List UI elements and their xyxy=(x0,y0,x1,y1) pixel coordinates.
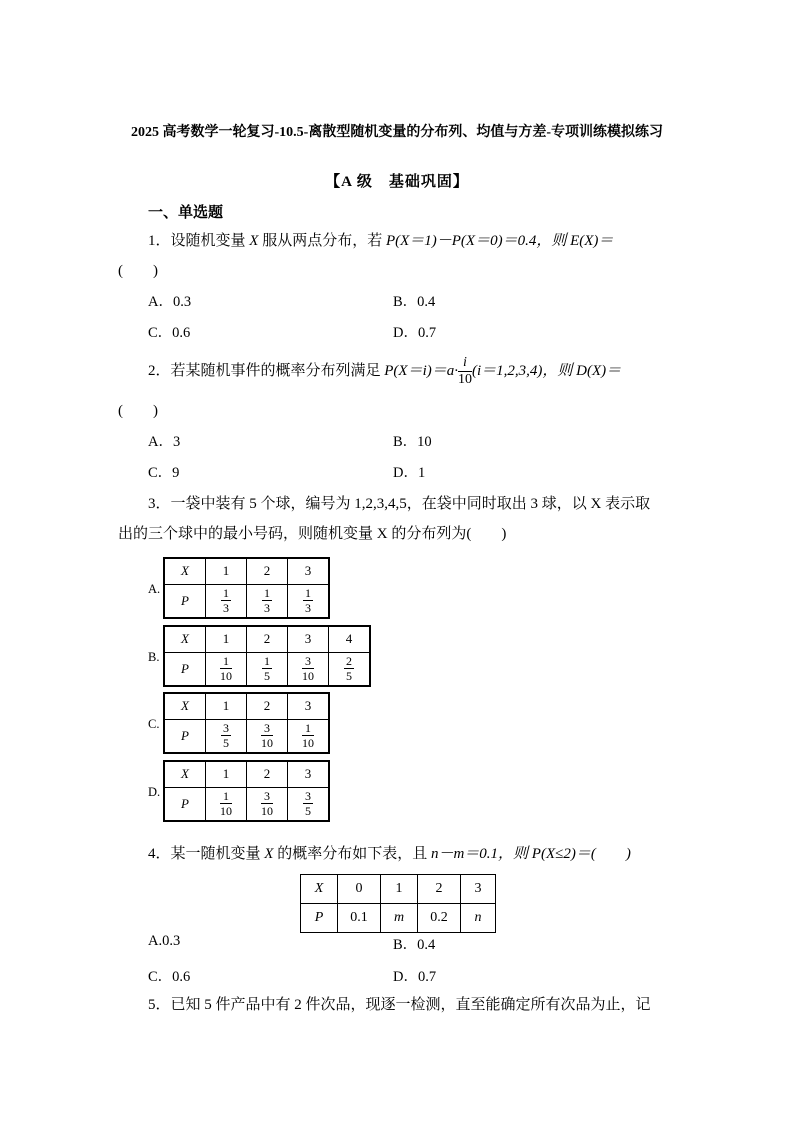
option-d-distribution-table: X 1 2 3 P $\frac{1}{10}$ $\frac{3}{10}$ $\frac{3}{5}$ xyxy=(163,760,330,822)
question-1-option-d: D．0.7 xyxy=(393,325,437,341)
fraction: $\frac{1}{10}$ xyxy=(220,789,232,819)
question-2-fraction: $\frac{i}{10}$ xyxy=(458,355,472,387)
option-a-distribution-table: X 1 2 3 P $\frac{1}{3}$ $\frac{1}{3}$ $\frac{1}{3}$ xyxy=(163,557,330,619)
question-1-option-a: A．0.3 xyxy=(148,294,192,310)
option-d-label: D. xyxy=(148,785,161,799)
question-4-option-a: A.0.3 xyxy=(148,933,181,949)
option-c-label: C. xyxy=(148,717,160,731)
question-4-expression: n－m＝0.1，则 P(X≤2)＝( ) xyxy=(430,846,631,862)
fraction: $\frac{1}{10}$ xyxy=(220,654,232,684)
question-1-expression: P(X＝1)－P(X＝0)＝0.4，则 E(X)＝ xyxy=(385,233,614,249)
question-2-option-b: B．10 xyxy=(393,434,432,450)
level-heading: 【A 级 基础巩固】 xyxy=(325,174,469,190)
question-2-answer-paren: ( ) xyxy=(118,403,158,419)
fraction: $\frac{3}{10}$ xyxy=(302,654,314,684)
section-heading: 一、单选题 xyxy=(148,205,224,221)
question-2-option-d: D．1 xyxy=(393,465,426,481)
question-5-line-1: 5．已知 5 件产品中有 2 件次品，现逐一检测，直至能确定所有次品为止，记 xyxy=(148,997,651,1013)
option-c-distribution-table: X 1 2 3 P $\frac{3}{5}$ $\frac{3}{10}$ $\frac{1}{10}$ xyxy=(163,692,330,754)
question-3-line-2: 出的三个球中的最小号码，则随机变量 X 的分布列为( ) xyxy=(118,526,507,542)
fraction: $\frac{3}{5}$ xyxy=(223,721,229,751)
fraction: $\frac{1}{5}$ xyxy=(264,654,270,684)
document-title: 2025 高考数学一轮复习-10.5-离散型随机变量的分布列、均值与方差-专项训练模拟练习 xyxy=(131,125,663,140)
question-1-option-c: C．0.6 xyxy=(148,325,191,341)
question-1-option-b: B．0.4 xyxy=(393,294,436,310)
fraction: $\frac{3}{5}$ xyxy=(305,789,311,819)
option-a-label: A. xyxy=(148,582,161,596)
question-4-option-c: C．0.6 xyxy=(148,969,191,985)
fraction: $\frac{1}{10}$ xyxy=(302,721,314,751)
question-2-text: 2．若某随机事件的概率分布列满足 P(X＝i)＝a· $\frac{i}{10}$ (i＝1,2,3,4)，则 D(X)＝ xyxy=(148,355,622,387)
question-4-text: 4．某一随机变量 X 的概率分布如下表，且 n－m＝0.1，则 P(X≤2)＝( ) xyxy=(148,846,631,862)
question-1-text: 1．设随机变量 X 服从两点分布，若 P(X＝1)－P(X＝0)＝0.4，则 E(X)＝ xyxy=(148,233,614,249)
question-4-option-b: B．0.4 xyxy=(393,937,436,953)
question-4-distribution-table: X 0 1 2 3 P 0.1 m 0.2 n xyxy=(300,874,496,933)
fraction: $\frac{2}{5}$ xyxy=(346,654,352,684)
question-2-option-a: A．3 xyxy=(148,434,181,450)
fraction: $\frac{1}{3}$ xyxy=(264,586,270,616)
option-b-distribution-table: X 1 2 3 4 P $\frac{1}{10}$ $\frac{1}{5}$ $\frac{3}{10}$ $\frac{2}{5}$ xyxy=(163,625,371,687)
fraction: $\frac{3}{10}$ xyxy=(261,789,273,819)
fraction: $\frac{1}{3}$ xyxy=(305,586,311,616)
option-b-label: B. xyxy=(148,650,160,664)
question-4-option-d: D．0.7 xyxy=(393,969,437,985)
question-2-option-c: C．9 xyxy=(148,465,180,481)
fraction: $\frac{1}{3}$ xyxy=(223,586,229,616)
fraction: $\frac{3}{10}$ xyxy=(261,721,273,751)
question-1-answer-paren: ( ) xyxy=(118,263,158,279)
question-3-line-1: 3．一袋中装有 5 个球，编号为 1,2,3,4,5，在袋中同时取出 3 球，以 X 表示取 xyxy=(148,496,651,512)
